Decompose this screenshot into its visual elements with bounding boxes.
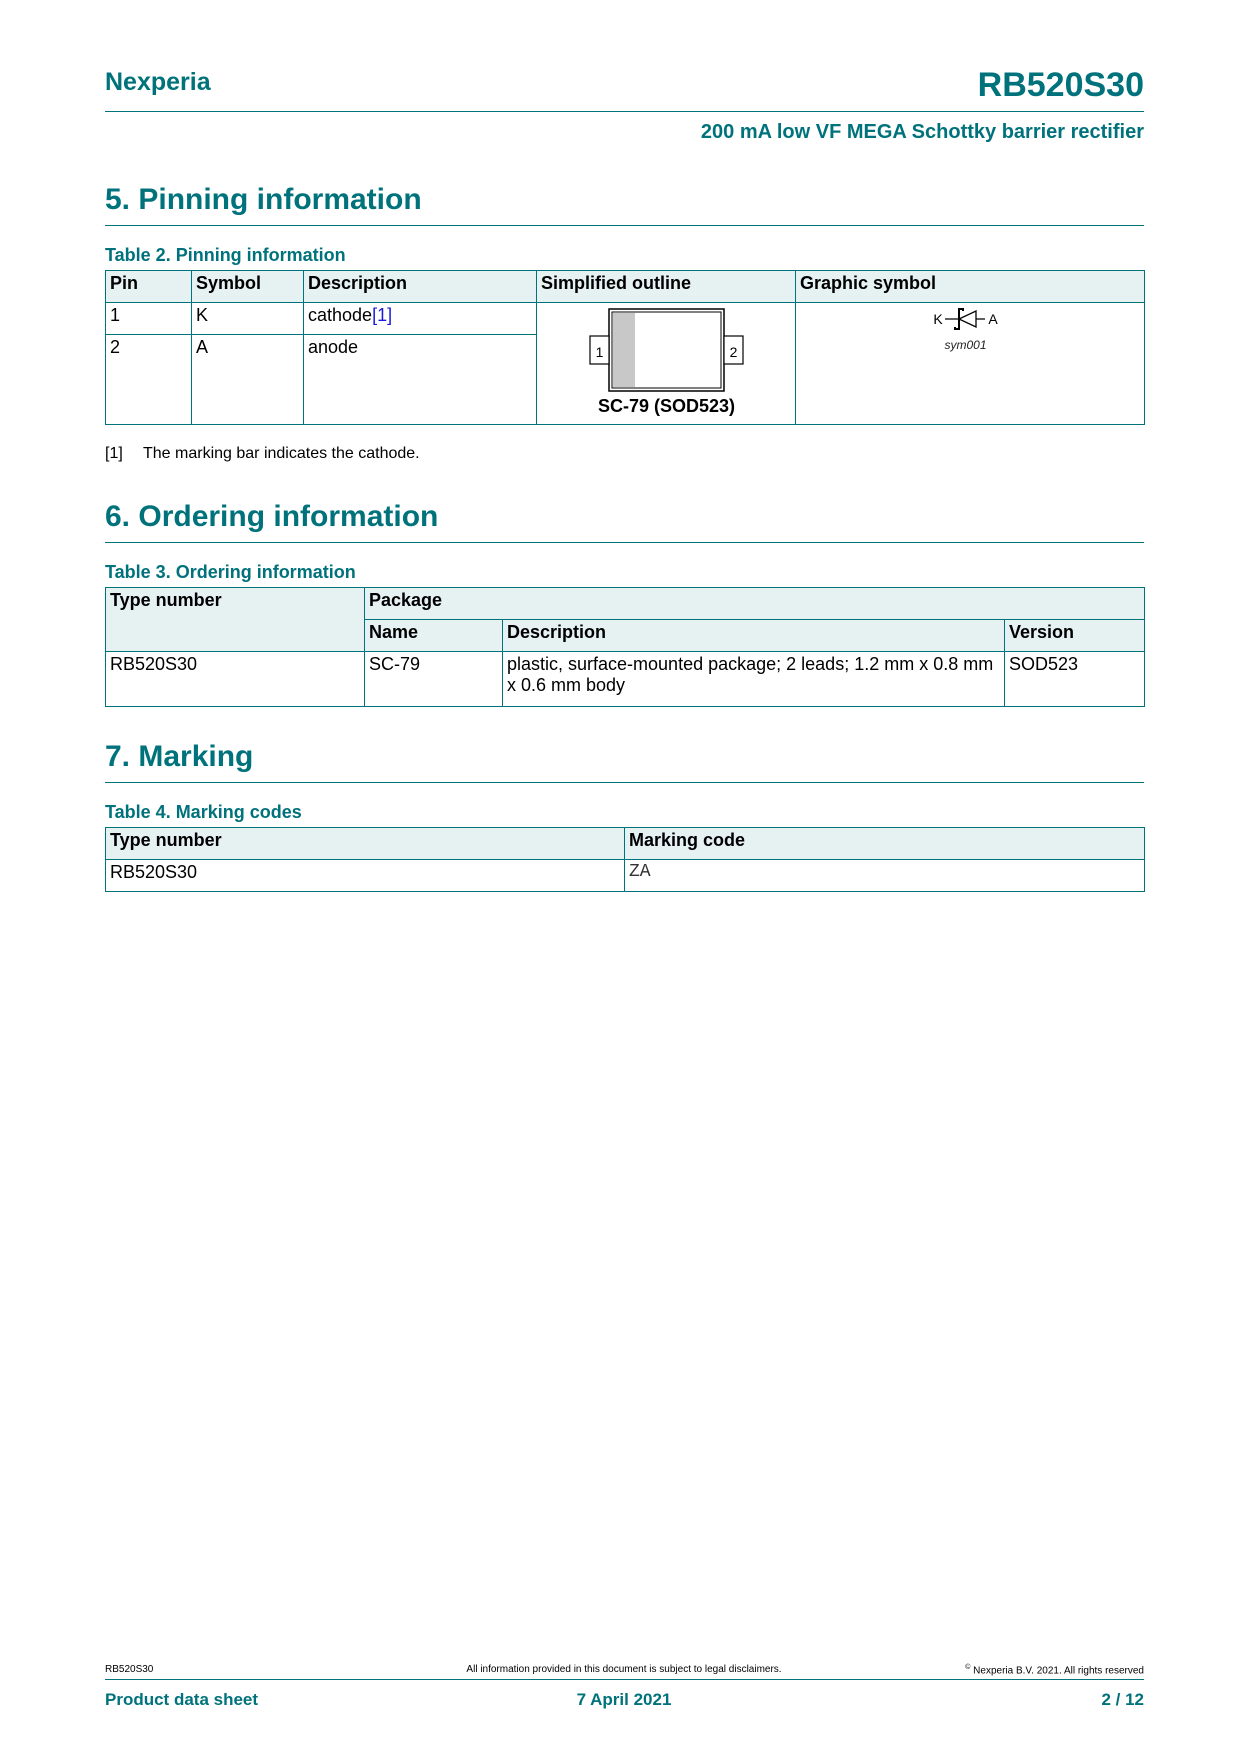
header-cell: Type number — [106, 828, 625, 860]
marking-table — [105, 827, 1145, 892]
footer-copyright — [965, 1664, 1144, 1676]
type-cell: RB520S30 — [106, 860, 625, 892]
symbol-cell: K — [192, 303, 304, 335]
description-cell — [304, 303, 537, 335]
table-header-row — [106, 271, 1145, 303]
table-header-row — [106, 828, 1145, 860]
section-divider — [105, 225, 1144, 226]
footnote-ref-link[interactable]: [1] — [372, 305, 393, 325]
table-row — [106, 860, 1145, 892]
table-header-row — [106, 588, 1145, 620]
description-text: cathode — [308, 305, 373, 325]
header-cell: Pin — [106, 271, 192, 303]
table-caption-marking: Table 4. Marking codes — [105, 802, 302, 822]
pin-cell: 1 — [106, 303, 192, 335]
header-divider — [105, 111, 1144, 112]
copyright-mark: © — [965, 1664, 971, 1671]
outline-cell — [537, 303, 796, 425]
name-cell: SC-79 — [365, 652, 503, 707]
part-number: RB520S30 — [977, 66, 1144, 104]
section-divider — [105, 782, 1144, 783]
ordering-table — [105, 587, 1145, 707]
section-title-marking: 7. Marking — [105, 740, 254, 773]
brand-name: Nexperia — [105, 68, 211, 96]
product-subtitle: 200 mA low VF MEGA Schottky barrier rectifier — [700, 121, 1144, 143]
footer-doc-type: Product data sheet — [105, 1690, 259, 1709]
package-outline-drawing — [537, 303, 796, 419]
description-cell: anode — [304, 335, 537, 425]
graphic-symbol-cell — [796, 303, 1145, 425]
copyright-text: Nexperia B.V. 2021. All rights reserved — [973, 1665, 1144, 1677]
type-cell: RB520S30 — [106, 652, 365, 707]
anode-label: A — [988, 311, 998, 327]
footer-doc-id: RB520S30 — [105, 1664, 154, 1675]
header-cell: Description — [503, 620, 1005, 652]
header-cell: Type number — [106, 588, 365, 652]
header-cell: Marking code — [625, 828, 1145, 860]
footer-page-number: 2 / 12 — [1101, 1690, 1144, 1709]
section-divider — [105, 542, 1144, 543]
marking-code-cell: ZA — [625, 860, 1145, 892]
section-title-pinning: 5. Pinning information — [105, 183, 422, 216]
header-cell: Description — [304, 271, 537, 303]
table-caption-pinning: Table 2. Pinning information — [105, 245, 346, 265]
header-cell: Package — [365, 588, 1145, 620]
symbol-id: sym001 — [944, 338, 987, 352]
pin1-label: 1 — [595, 344, 604, 360]
pin-cell: 2 — [106, 335, 192, 425]
header-cell: Name — [365, 620, 503, 652]
table-row — [106, 652, 1145, 707]
cathode-label: K — [933, 311, 943, 327]
footnote-number: [1] — [105, 445, 123, 462]
footnote — [105, 445, 420, 463]
footnote-text: The marking bar indicates the cathode. — [143, 445, 420, 462]
symbol-cell: A — [192, 335, 304, 425]
footer-divider — [105, 1679, 1144, 1680]
description-cell: plastic, surface-mounted package; 2 leads; 1.2 mm x 0.8 mm x 0.6 mm body — [503, 652, 1005, 707]
header-cell: Graphic symbol — [796, 271, 1145, 303]
package-name: SC-79 (SOD523) — [597, 396, 736, 416]
version-cell: SOD523 — [1005, 652, 1145, 707]
header-cell: Symbol — [192, 271, 304, 303]
pin2-label: 2 — [729, 344, 738, 360]
schottky-diode-symbol — [796, 303, 1145, 419]
section-title-ordering: 6. Ordering information — [105, 500, 439, 533]
table-row — [106, 303, 1145, 335]
footer-date: 7 April 2021 — [576, 1690, 672, 1709]
footer-disclaimer: All information provided in this document is subject to legal disclaimers. — [466, 1664, 782, 1675]
pinning-table — [105, 270, 1145, 425]
header-cell: Simplified outline — [537, 271, 796, 303]
header-cell: Version — [1005, 620, 1145, 652]
table-caption-ordering: Table 3. Ordering information — [105, 562, 356, 582]
